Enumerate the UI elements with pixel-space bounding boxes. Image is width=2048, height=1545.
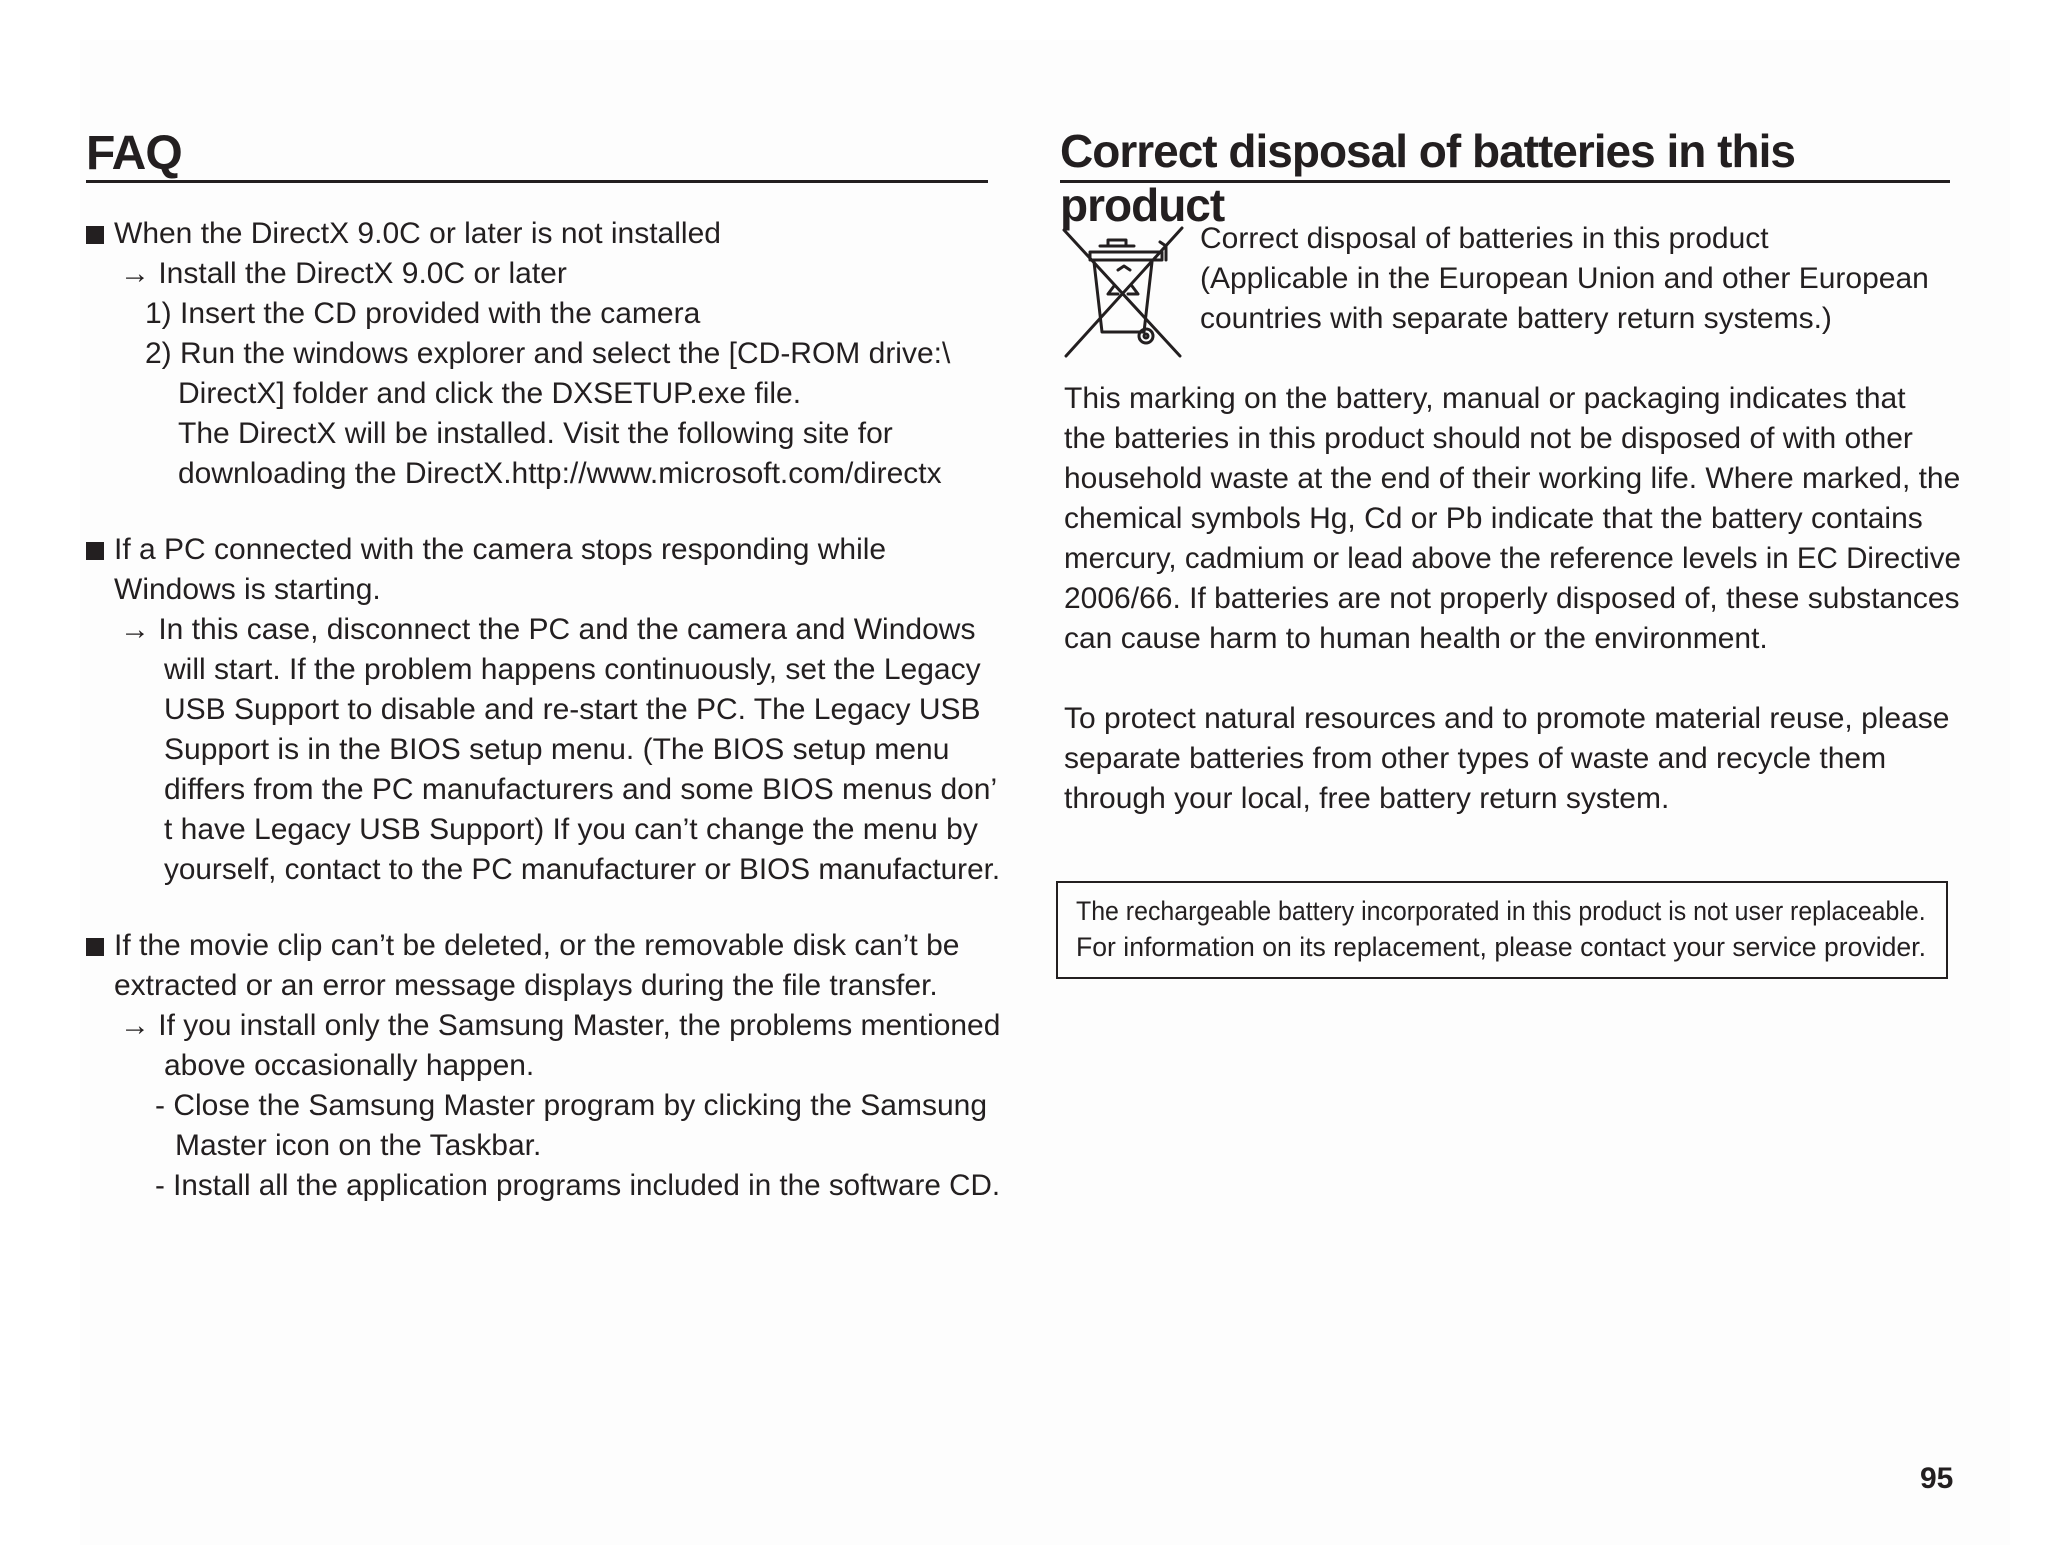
battery-paragraph: separate batteries from other types of waste and recycle them [1064, 742, 1887, 775]
battery-paragraph: mercury, cadmium or lead above the reference levels in EC Directive [1064, 542, 1961, 575]
battery-paragraph: To protect natural resources and to promote material reuse, please [1064, 702, 1950, 735]
faq-step: 2) Run the windows explorer and select the [CD-ROM drive:\ [145, 337, 951, 370]
faq-answer: differs from the PC manufacturers and some BIOS menus don’ [164, 773, 998, 806]
faq-question: extracted or an error message displays during the file transfer. [114, 969, 938, 1002]
bullet-icon [86, 226, 104, 244]
faq-answer: → In this case, disconnect the PC and the camera and Windows [120, 613, 976, 646]
battery-notice-box [1056, 881, 1948, 979]
battery-paragraph: This marking on the battery, manual or packaging indicates that [1064, 382, 1906, 415]
faq-answer: t have Legacy USB Support) If you can’t change the menu by [164, 813, 978, 846]
faq-heading: FAQ [86, 128, 988, 183]
faq-step: downloading the DirectX.http://www.microsoft.com/directx [178, 457, 942, 490]
faq-step: The DirectX will be installed. Visit the following site for [178, 417, 893, 450]
battery-paragraph: through your local, free battery return system. [1064, 782, 1670, 815]
faq-question: When the DirectX 9.0C or later is not installed [114, 217, 721, 250]
faq-answer: yourself, contact to the PC manufacturer or BIOS manufacturer. [164, 853, 1001, 886]
faq-answer: → Install the DirectX 9.0C or later [120, 257, 567, 290]
faq-step: - Close the Samsung Master program by clicking the Samsung [155, 1089, 988, 1122]
faq-step: DirectX] folder and click the DXSETUP.exe file. [178, 377, 802, 410]
faq-answer: above occasionally happen. [164, 1049, 535, 1082]
battery-intro: (Applicable in the European Union and other European [1200, 262, 1929, 295]
battery-intro: countries with separate battery return systems.) [1200, 302, 1832, 335]
battery-paragraph: chemical symbols Hg, Cd or Pb indicate that the battery contains [1064, 502, 1923, 535]
faq-answer: will start. If the problem happens continuously, set the Legacy [164, 653, 981, 686]
battery-paragraph: 2006/66. If batteries are not properly disposed of, these substances [1064, 582, 1960, 615]
bullet-icon [86, 938, 104, 956]
battery-paragraph: household waste at the end of their working life. Where marked, the [1064, 462, 1961, 495]
faq-question: If the movie clip can’t be deleted, or the removable disk can’t be [114, 929, 960, 962]
battery-paragraph: can cause harm to human health or the environment. [1064, 622, 1768, 655]
crossed-out-wheelie-bin-icon [1060, 226, 1186, 360]
notice-line: The rechargeable battery incorporated in this product is not user replaceable. [1076, 896, 1926, 926]
bullet-icon [86, 542, 104, 560]
battery-disposal-heading: Correct disposal of batteries in this product [1060, 124, 1950, 183]
faq-answer: USB Support to disable and re-start the PC. The Legacy USB [164, 693, 981, 726]
faq-question: If a PC connected with the camera stops responding while [114, 533, 887, 566]
faq-step: - Install all the application programs included in the software CD. [155, 1169, 1001, 1202]
faq-question: Windows is starting. [114, 573, 381, 606]
faq-answer: Support is in the BIOS setup menu. (The BIOS setup menu [164, 733, 950, 766]
battery-intro: Correct disposal of batteries in this product [1200, 222, 1769, 255]
faq-step: Master icon on the Taskbar. [175, 1129, 542, 1162]
notice-line: For information on its replacement, please contact your service provider. [1076, 932, 1926, 962]
page-number: 95 [1920, 1462, 1954, 1495]
battery-paragraph: the batteries in this product should not be disposed of with other [1064, 422, 1913, 455]
faq-answer: → If you install only the Samsung Master, the problems mentioned [120, 1009, 1001, 1042]
faq-step: 1) Insert the CD provided with the camera [145, 297, 701, 330]
